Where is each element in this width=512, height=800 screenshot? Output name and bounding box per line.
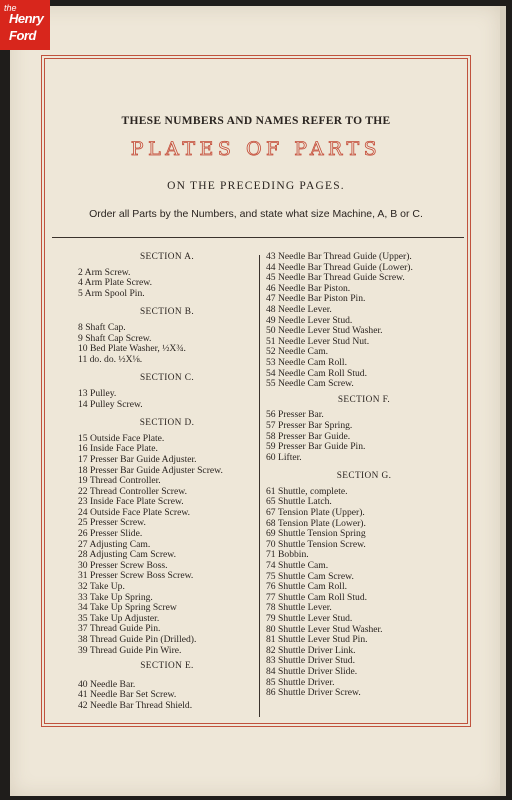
part-list-item: 14 Pulley Screw.	[78, 398, 143, 410]
part-list-item: 24 Outside Face Plate Screw.	[78, 506, 191, 518]
part-list-item: 79 Shuttle Lever Stud.	[266, 613, 353, 624]
part-list-item: 44 Needle Bar Thread Guide (Lower).	[266, 261, 413, 273]
part-list-item: 9 Shaft Cap Screw.	[78, 332, 152, 344]
part-list-item: 46 Needle Bar Piston.	[266, 282, 351, 294]
part-list-item: 30 Presser Screw Boss.	[78, 559, 168, 571]
part-list-item: 82 Shuttle Driver Link.	[266, 644, 356, 656]
part-list-item: 74 Shuttle Cam.	[266, 560, 329, 572]
part-list-item: 2 Arm Screw.	[78, 266, 131, 278]
part-list-item: 34 Take Up Spring Screw	[78, 602, 177, 614]
part-list-item: 77 Shuttle Cam Roll Stud.	[266, 591, 368, 603]
spacer	[78, 299, 256, 307]
spacer	[266, 463, 462, 471]
part-list-item: 60 Lifter.	[266, 451, 302, 463]
part-list-item: 45 Needle Bar Thread Guide Screw.	[266, 272, 405, 284]
part-list-item: 37 Thread Guide Pin.	[78, 623, 161, 635]
order-instructions: Order all Parts by the Numbers, and state what size Machine, A, B or C.	[89, 208, 423, 220]
part-list-item: 48 Needle Lever.	[266, 303, 332, 315]
part-list-item: 78 Shuttle Lever.	[266, 602, 332, 614]
part-list-item: 76 Shuttle Cam Roll.	[266, 581, 348, 593]
part-list-item: 85 Shuttle Driver.	[266, 676, 335, 688]
section-heading: SECTION B.	[139, 307, 195, 318]
part-list-item: 81 Shuttle Lever Stud Pin.	[266, 634, 368, 646]
part-list-item: 58 Presser Bar Guide.	[266, 430, 351, 442]
part-list-item: 83 Shuttle Driver Stud.	[266, 655, 356, 667]
part-list-item: 53 Needle Cam Roll.	[266, 356, 347, 368]
page-edge	[500, 6, 506, 796]
part-list-item: 57 Presser Bar Spring.	[266, 419, 353, 431]
part-list-item: 67 Tension Plate (Upper).	[266, 507, 365, 519]
section-heading: SECTION F.	[337, 394, 391, 405]
parts-list-left-column	[78, 252, 256, 712]
part-list-item: 4 Arm Plate Screw.	[78, 277, 152, 289]
part-list-item: 84 Shuttle Driver Slide.	[266, 665, 358, 677]
part-list-item: 61 Shuttle, complete.	[266, 485, 348, 497]
column-divider	[259, 255, 260, 717]
subheading: ON THE PRECEDING PAGES.	[167, 180, 345, 192]
part-list-item: 54 Needle Cam Roll Stud.	[266, 367, 367, 379]
part-list-item: 40 Needle Bar.	[78, 678, 136, 690]
part-list-item: 75 Shuttle Cam Screw.	[266, 570, 354, 582]
part-list-item: 43 Needle Bar Thread Guide (Upper).	[266, 251, 412, 262]
part-list-item: 18 Presser Bar Guide Adjuster Screw.	[78, 464, 223, 476]
part-list-item: 31 Presser Screw Boss Screw.	[78, 570, 194, 582]
header-divider	[52, 237, 464, 238]
spacer	[78, 410, 256, 418]
part-list-item: 47 Needle Bar Piston Pin.	[266, 293, 366, 305]
part-list-item: 5 Arm Spool Pin.	[78, 287, 145, 299]
part-list-item: 17 Presser Bar Guide Adjuster.	[78, 453, 197, 465]
intro-heading: THESE NUMBERS AND NAMES REFER TO THE	[121, 115, 391, 127]
part-list-item: 33 Take Up Spring.	[78, 591, 153, 603]
part-list-item: 70 Shuttle Tension Screw.	[266, 538, 366, 550]
henry-ford-logo	[0, 0, 50, 50]
section-heading: SECTION E.	[140, 661, 194, 672]
part-list-item: 25 Presser Screw.	[78, 517, 146, 529]
part-list-item: 65 Shuttle Latch.	[266, 496, 332, 508]
spacer	[78, 365, 256, 373]
part-list-item: 42 Needle Bar Thread Shield.	[78, 699, 193, 711]
part-list-item: 16 Inside Face Plate.	[78, 443, 158, 455]
part-list-item: 22 Thread Controller Screw.	[78, 485, 187, 497]
part-list-item: 71 Bobbin.	[266, 549, 309, 561]
part-list-item: 52 Needle Cam.	[266, 346, 329, 358]
section-heading: SECTION A.	[139, 252, 195, 262]
part-list-item: 51 Needle Lever Stud Nut.	[266, 335, 370, 347]
part-list-item: 11 do. do. ½X⅛.	[78, 353, 143, 365]
part-list-item: 39 Thread Guide Pin Wire.	[78, 644, 182, 656]
part-list-item: 69 Shuttle Tension Spring	[266, 528, 366, 540]
section-heading: SECTION D.	[139, 418, 195, 429]
part-list-item: 49 Needle Lever Stud.	[266, 314, 353, 326]
part-list-item: 28 Adjusting Cam Screw.	[78, 549, 176, 561]
part-list-item: 56 Presser Bar.	[266, 409, 324, 421]
part-list-item: 35 Take Up Adjuster.	[78, 612, 160, 624]
logo-text-the: the	[4, 3, 17, 13]
part-list-item: 8 Shaft Cap.	[78, 321, 126, 333]
part-list-item: 15 Outside Face Plate.	[78, 432, 165, 444]
page-title: PLATES OF PARTS	[130, 138, 382, 160]
part-list-item: 19 Thread Controller.	[78, 475, 161, 487]
part-list-item: 86 Shuttle Driver Screw.	[266, 687, 361, 699]
parts-list-right-column	[266, 252, 462, 699]
logo-text-ford: Ford	[9, 28, 36, 43]
part-list-item: 41 Needle Bar Set Screw.	[78, 689, 177, 701]
part-list-item: 27 Adjusting Cam.	[78, 538, 151, 550]
logo-text-henry: Henry	[9, 11, 44, 26]
part-list-item: 80 Shuttle Lever Stud Washer.	[266, 623, 383, 635]
part-list-item: 38 Thread Guide Pin (Drilled).	[78, 634, 197, 645]
part-list-item: 13 Pulley.	[78, 387, 117, 399]
part-list-item: 68 Tension Plate (Lower).	[266, 517, 366, 529]
part-list-item: 10 Bed Plate Washer, ½X¾.	[78, 343, 186, 355]
part-list-item: 59 Presser Bar Guide Pin.	[266, 441, 366, 453]
section-heading: SECTION C.	[139, 373, 195, 384]
part-list-item: 55 Needle Cam Screw.	[266, 378, 354, 390]
part-list-item: 23 Inside Face Plate Screw.	[78, 496, 184, 508]
part-list-item: 50 Needle Lever Stud Washer.	[266, 325, 383, 337]
part-list-item: 32 Take Up.	[78, 581, 125, 593]
section-heading: SECTION G.	[336, 471, 392, 482]
part-list-item: 26 Presser Slide.	[78, 528, 143, 540]
